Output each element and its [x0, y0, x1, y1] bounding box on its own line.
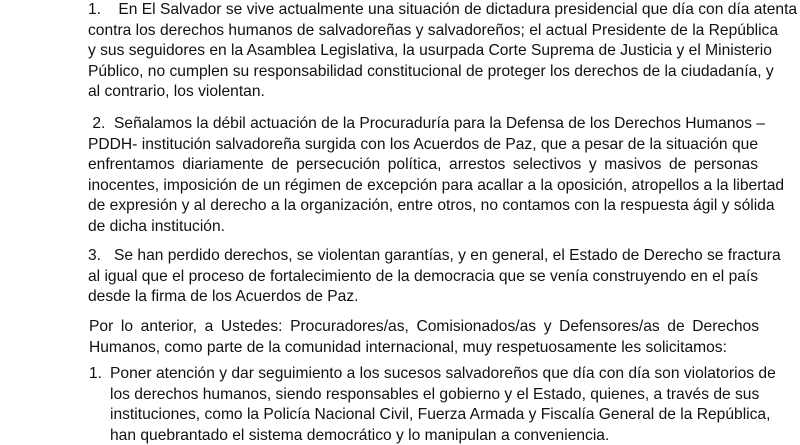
text-line: 1. En El Salvador se vive actualmente una situación de dictadura presidencial que día con día atenta — [88, 1, 798, 18]
text-line: los derechos humanos, siendo responsables el gobierno y el Estado, quienes, a través de sus — [110, 385, 760, 403]
paragraph-request-intro — [89, 317, 759, 358]
text-line: desde la firma de los Acuerdos de Paz. — [88, 288, 359, 306]
text-line: al contrario, los violentan. — [88, 83, 265, 101]
text-line: al igual que el proceso de fortalecimiento de la democracia que se venía construyendo en el país — [88, 267, 759, 285]
text-line: Público, no cumplen su responsabilidad constitucional de proteger los derechos de la ciudadanía, y — [88, 62, 774, 80]
paragraph-2 — [88, 114, 785, 238]
text-line: de dicha institución. — [88, 217, 225, 235]
paragraph-1 — [88, 0, 798, 103]
list-item-text — [89, 364, 776, 445]
text-line: de expresión y al derecho a la organización, entre otros, no contamos con la respuesta ágil y sólida — [88, 197, 775, 215]
text-line: instituciones, como la Policía Nacional Civil, Fuerza Armada y Fiscalía General de la República, — [110, 406, 771, 424]
text-line: PDDH- institución salvadoreña surgida con los Acuerdos de Paz, que a pesar de la situación que — [88, 135, 758, 153]
text-line: Poner atención y dar seguimiento a los sucesos salvadoreños que día con día son violatorios de — [110, 365, 776, 382]
text-line: enfrentamos diariamente de persecución política, arrestos selectivos y masivos de personas — [88, 156, 758, 174]
text-line: y sus seguidores en la Asamblea Legislativa, la usurpada Corte Suprema de Justicia y el Ministerio — [88, 42, 772, 60]
text-line: inocentes, imposición de un régimen de excepción para acallar a la oposición, atropellos a la libertad — [88, 176, 785, 194]
text-line: Humanos, como parte de la comunidad internacional, muy respetuosamente les solicitamos: — [89, 338, 727, 356]
text-line: han quebrantado el sistema democrático y lo manipulan a conveniencia. — [110, 426, 610, 444]
paragraph-3 — [88, 246, 781, 308]
text-line: 3. Se han perdido derechos, se violentan garantías, y en general, el Estado de Derecho se fractura — [88, 247, 781, 264]
list-number: 1. — [89, 365, 103, 382]
text-line: Por lo anterior, a Ustedes: Procuradores/as, Comisionados/as y Defensores/as de Derechos — [89, 318, 759, 335]
request-item-1 — [89, 364, 776, 445]
text-line: 2. Señalamos la débil actuación de la Procuraduría para la Defensa de los Derechos Humanos – — [88, 115, 765, 132]
text-line: contra los derechos humanos de salvadoreñas y salvadoreños; el actual Presidente de la República — [88, 21, 779, 39]
